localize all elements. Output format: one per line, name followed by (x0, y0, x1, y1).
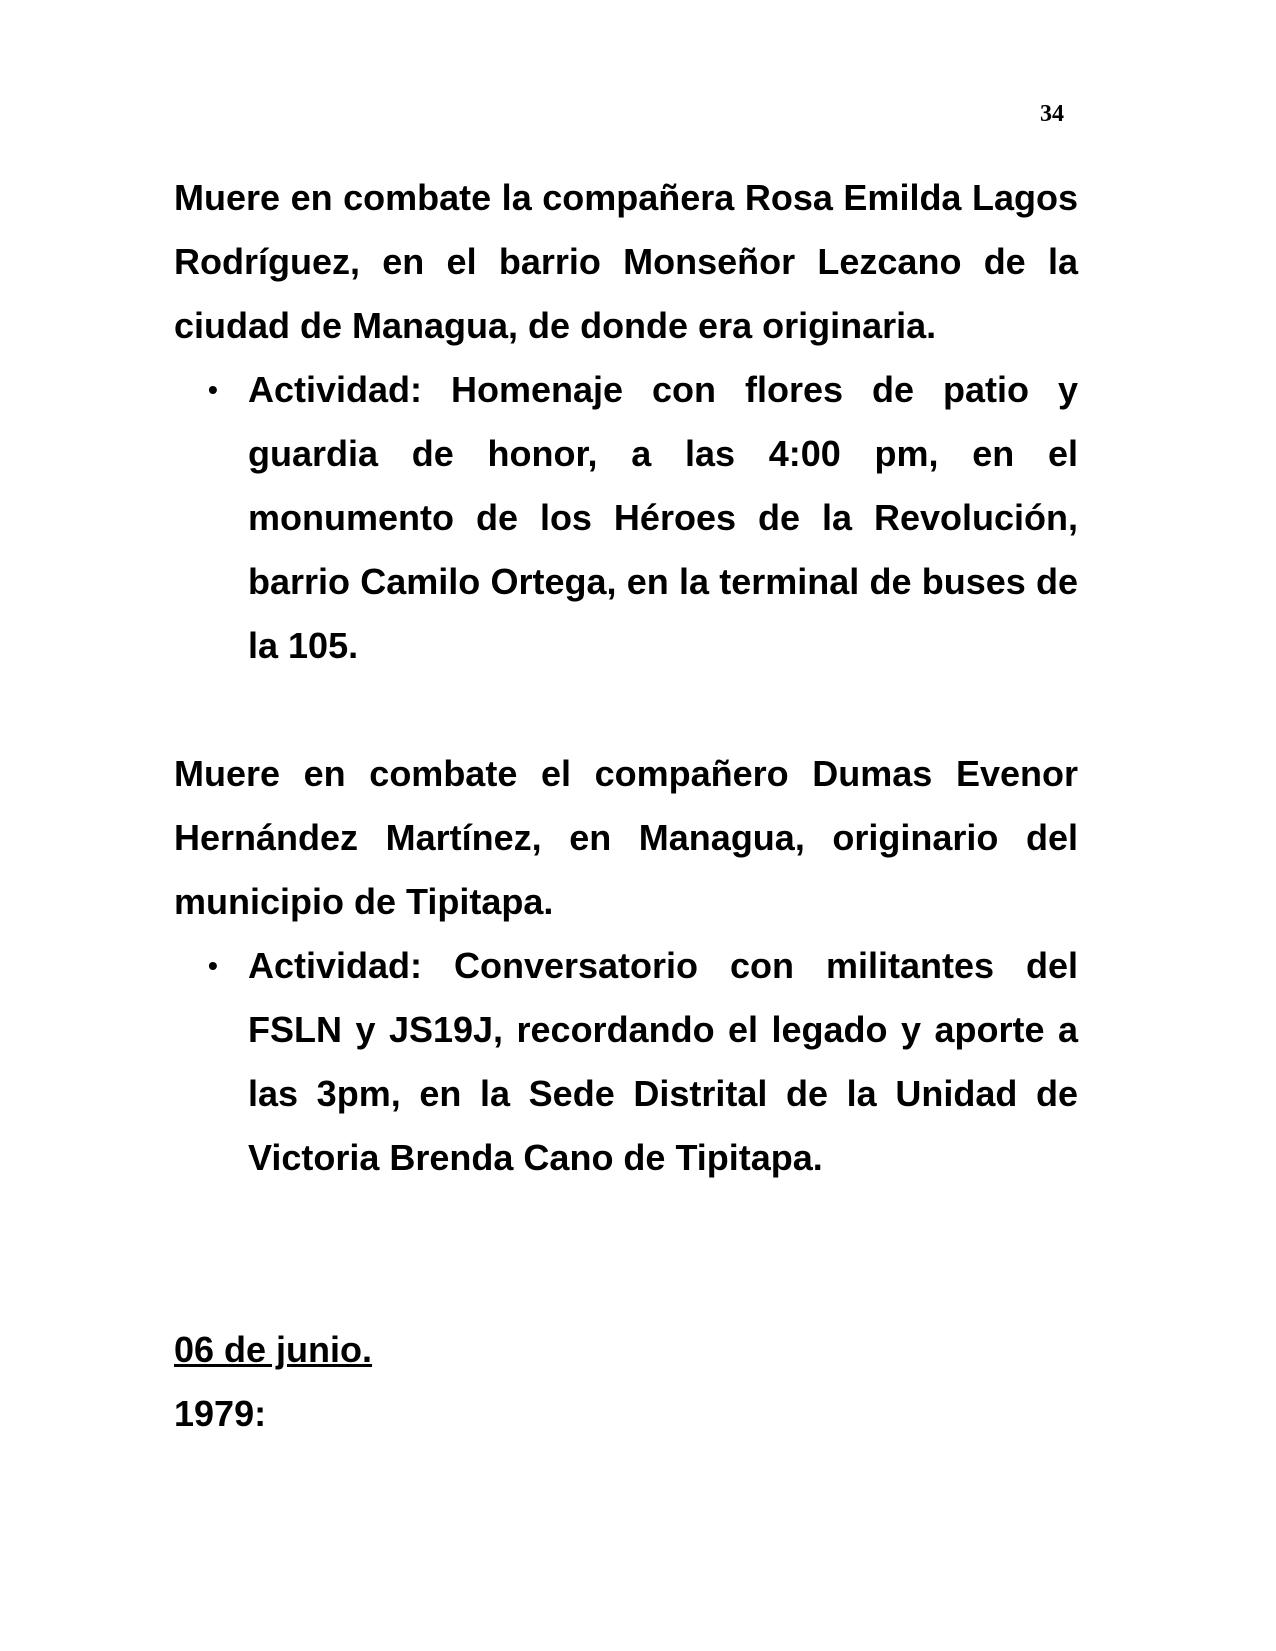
date-heading: 06 de junio. (174, 1329, 373, 1370)
activity-text: Actividad: Conversatorio con militantes del FSLN y JS19J, recordando el legado y aporte a las 3pm, en la Sede Distrital de la Unidad de Victoria Brenda Cano de Tipitapa. (248, 945, 1078, 1178)
bullet-icon: • (208, 950, 218, 981)
spacer (174, 678, 1078, 742)
entry-text: Muere en combate el compañero Dumas Evenor Hernández Martínez, en Managua, originario del municipio de Tipitapa. (174, 753, 1078, 922)
activity-bullet-item (208, 358, 1078, 678)
document-body (174, 166, 1078, 1446)
entry-text: Muere en combate la compañera Rosa Emilda Lagos Rodríguez, en el barrio Monseñor Lezcano de la ciudad de Managua, de donde era originaria. (174, 177, 1078, 346)
bullet-icon: • (208, 374, 218, 405)
page-number: 34 (1040, 101, 1064, 127)
activity-bullet-item (208, 934, 1078, 1190)
activity-text: Actividad: Homenaje con flores de patio y guardia de honor, a las 4:00 pm, en el monumento de los Héroes de la Revolución, barrio Camilo Ortega, en la terminal de buses de la 105. (248, 369, 1078, 666)
year-heading: 1979: (174, 1393, 267, 1434)
spacer (174, 1190, 1078, 1318)
